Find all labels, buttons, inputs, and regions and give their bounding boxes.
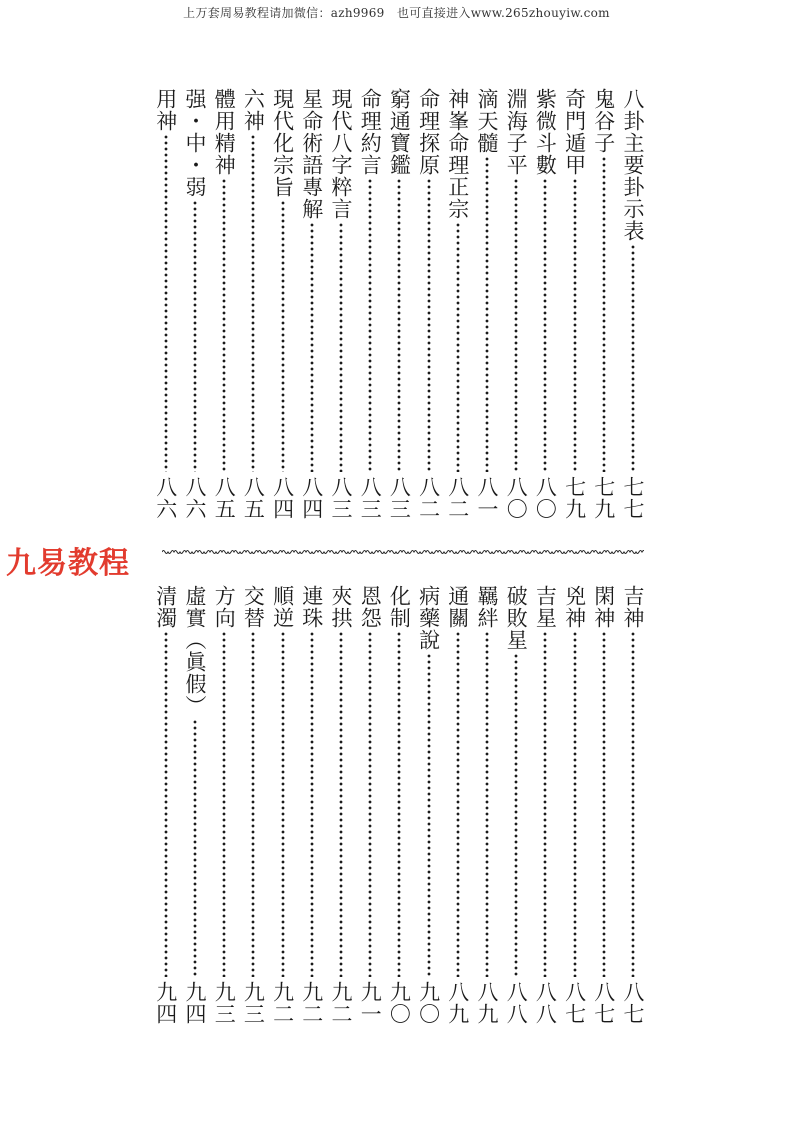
dot-leader (368, 631, 372, 977)
toc-entry-title: 閑神 (591, 585, 616, 629)
dot-leader (573, 178, 577, 472)
dot-leader (543, 631, 547, 977)
toc-entry-title: 現代八字粹言 (329, 88, 353, 220)
toc-entry (502, 88, 530, 526)
toc-entry (619, 88, 647, 526)
toc-entry-page-number: 八六 (153, 476, 178, 520)
toc-entry (356, 88, 384, 526)
toc-entry (327, 585, 355, 1031)
toc-entry-page-number: 九一 (358, 981, 383, 1025)
toc-entry-title: 羈絆 (475, 585, 499, 629)
toc-entry-title: 六神 (241, 88, 266, 132)
toc-entry (298, 88, 326, 526)
toc-entry-title: 星命術語專解 (299, 88, 324, 220)
toc-entry (385, 88, 413, 526)
dot-leader (602, 156, 606, 472)
toc-entry-title: 夾拱 (329, 585, 353, 629)
toc-entry-title: 强・中・弱 (183, 88, 207, 198)
toc-entry (531, 585, 559, 1031)
toc-entry (590, 88, 618, 526)
toc-entry (181, 585, 209, 1031)
toc-entry-page-number: 八八 (504, 981, 529, 1025)
toc-entry-page-number: 八八 (533, 981, 558, 1025)
dot-leader (427, 178, 431, 472)
dot-leader (222, 178, 226, 472)
toc-entry (239, 585, 267, 1031)
toc-entry-title: 交替 (241, 585, 266, 629)
toc-entry (444, 585, 472, 1031)
toc-entry-page-number: 八四 (299, 476, 324, 520)
toc-entry-page-number: 八五 (212, 476, 237, 520)
dot-leader (631, 244, 635, 472)
toc-entry (210, 88, 238, 526)
dot-leader (222, 631, 226, 977)
toc-entry-title: 滴天髓 (475, 88, 499, 154)
toc-entry-page-number: 八七 (562, 981, 587, 1025)
toc-entry (561, 585, 589, 1031)
toc-entry (327, 88, 355, 526)
toc-entry-title: 用神 (153, 88, 178, 132)
toc-entry-title: 連珠 (299, 585, 324, 629)
dot-leader (339, 631, 343, 977)
toc-entry-page-number: 八二 (416, 476, 441, 520)
dot-leader (251, 134, 255, 472)
toc-entry-title: 命理約言 (358, 88, 383, 176)
toc-entry-page-number: 八〇 (504, 476, 529, 520)
toc-entry-page-number: 八九 (445, 981, 470, 1025)
toc-entry-page-number: 九〇 (416, 981, 441, 1025)
toc-entry (356, 585, 384, 1031)
toc-entry-page-number: 八〇 (533, 476, 558, 520)
toc-entry-page-number: 九四 (153, 981, 178, 1025)
toc-entry (502, 585, 530, 1031)
toc-entry-page-number: 九二 (299, 981, 324, 1025)
toc-entry-page-number: 八九 (475, 981, 499, 1025)
toc-entry-title: 兇神 (562, 585, 587, 629)
toc-entry-title: 恩怨 (358, 585, 383, 629)
toc-entry (415, 585, 443, 1031)
toc-entry-title: 病藥說 (416, 585, 441, 651)
toc-entry-title: 奇門遁甲 (562, 88, 587, 176)
toc-entry-page-number: 七七 (621, 476, 645, 520)
toc-entry-page-number: 九二 (329, 981, 353, 1025)
toc-entry (619, 585, 647, 1031)
toc-entry-title: 八卦主要卦示表 (621, 88, 645, 242)
dot-leader (193, 200, 197, 472)
toc-entry-page-number: 七九 (591, 476, 616, 520)
toc-entry (298, 585, 326, 1031)
dot-leader (602, 631, 606, 977)
page-header: 上万套周易教程请加微信：azh9969 也可直接进入www.265zhouyiw.com (183, 6, 610, 20)
toc-entry-title: 淵海子平 (504, 88, 529, 176)
toc-entry-title: 命理探原 (416, 88, 441, 176)
toc-entry-page-number: 八三 (358, 476, 383, 520)
dot-leader (164, 631, 168, 977)
toc-entry-title: 窮通寶鑑 (387, 88, 412, 176)
dot-leader (164, 134, 168, 472)
toc-entry-page-number: 八五 (241, 476, 266, 520)
toc-entry-page-number: 八一 (475, 476, 499, 520)
dot-leader (368, 178, 372, 472)
toc-entry (269, 88, 297, 526)
toc-entry-title: 清濁 (153, 585, 178, 629)
toc-entry-title: 神峯命理正宗 (445, 88, 470, 220)
dot-leader (456, 631, 460, 977)
toc-entry (473, 585, 501, 1031)
dot-leader (281, 631, 285, 977)
toc-entry-title: 化制 (387, 585, 412, 629)
toc-entry (269, 585, 297, 1031)
toc-entry (181, 88, 209, 526)
dot-leader (514, 178, 518, 472)
toc-entry-page-number: 八六 (183, 476, 207, 520)
dot-leader (543, 178, 547, 472)
toc-entry-page-number: 七九 (562, 476, 587, 520)
toc-entry-page-number: 九三 (241, 981, 266, 1025)
dot-leader (427, 653, 431, 977)
toc-entry-page-number: 八三 (329, 476, 353, 520)
dot-leader (397, 178, 401, 472)
toc-entry (473, 88, 501, 526)
toc-entry-title: 順逆 (270, 585, 295, 629)
watermark-logo: 九易教程 (6, 546, 130, 581)
dot-leader (251, 631, 255, 977)
dot-leader (339, 222, 343, 472)
toc-entry-title: 吉神 (621, 585, 645, 629)
toc-entry-title: 虛實（眞假） (183, 585, 207, 717)
dot-leader (456, 222, 460, 472)
toc-entry-title: 鬼谷子 (591, 88, 616, 154)
toc-entry-page-number: 八七 (591, 981, 616, 1025)
toc-entry-page-number: 八二 (445, 476, 470, 520)
toc-entry-page-number: 八三 (387, 476, 412, 520)
dot-leader (193, 719, 197, 977)
toc-entry (152, 585, 180, 1031)
dot-leader (310, 631, 314, 977)
toc-entry-page-number: 八七 (621, 981, 645, 1025)
toc-entry-page-number: 九四 (183, 981, 207, 1025)
dot-leader (397, 631, 401, 977)
toc-entry-page-number: 九二 (270, 981, 295, 1025)
dot-leader (573, 631, 577, 977)
dot-leader (631, 631, 635, 977)
toc-entry (210, 585, 238, 1031)
dot-leader (310, 222, 314, 472)
toc-entry-title: 吉星 (533, 585, 558, 629)
wavy-divider (162, 548, 644, 556)
toc-entry-title: 現代化宗旨 (270, 88, 295, 198)
toc-entry (415, 88, 443, 526)
toc-entry-page-number: 九〇 (387, 981, 412, 1025)
toc-entry (152, 88, 180, 526)
toc-entry-title: 通關 (445, 585, 470, 629)
toc-entry (531, 88, 559, 526)
toc-entry (590, 585, 618, 1031)
dot-leader (485, 156, 489, 472)
toc-entry-page-number: 八四 (270, 476, 295, 520)
toc-entry (444, 88, 472, 526)
dot-leader (281, 200, 285, 472)
toc-entry-title: 紫微斗數 (533, 88, 558, 176)
dot-leader (485, 631, 489, 977)
toc-entry-title: 方向 (212, 585, 237, 629)
toc-entry-title: 體用精神 (212, 88, 237, 176)
toc-entry (561, 88, 589, 526)
dot-leader (514, 653, 518, 977)
toc-entry-page-number: 九三 (212, 981, 237, 1025)
toc-entry (239, 88, 267, 526)
toc-entry (385, 585, 413, 1031)
toc-entry-title: 破敗星 (504, 585, 529, 651)
